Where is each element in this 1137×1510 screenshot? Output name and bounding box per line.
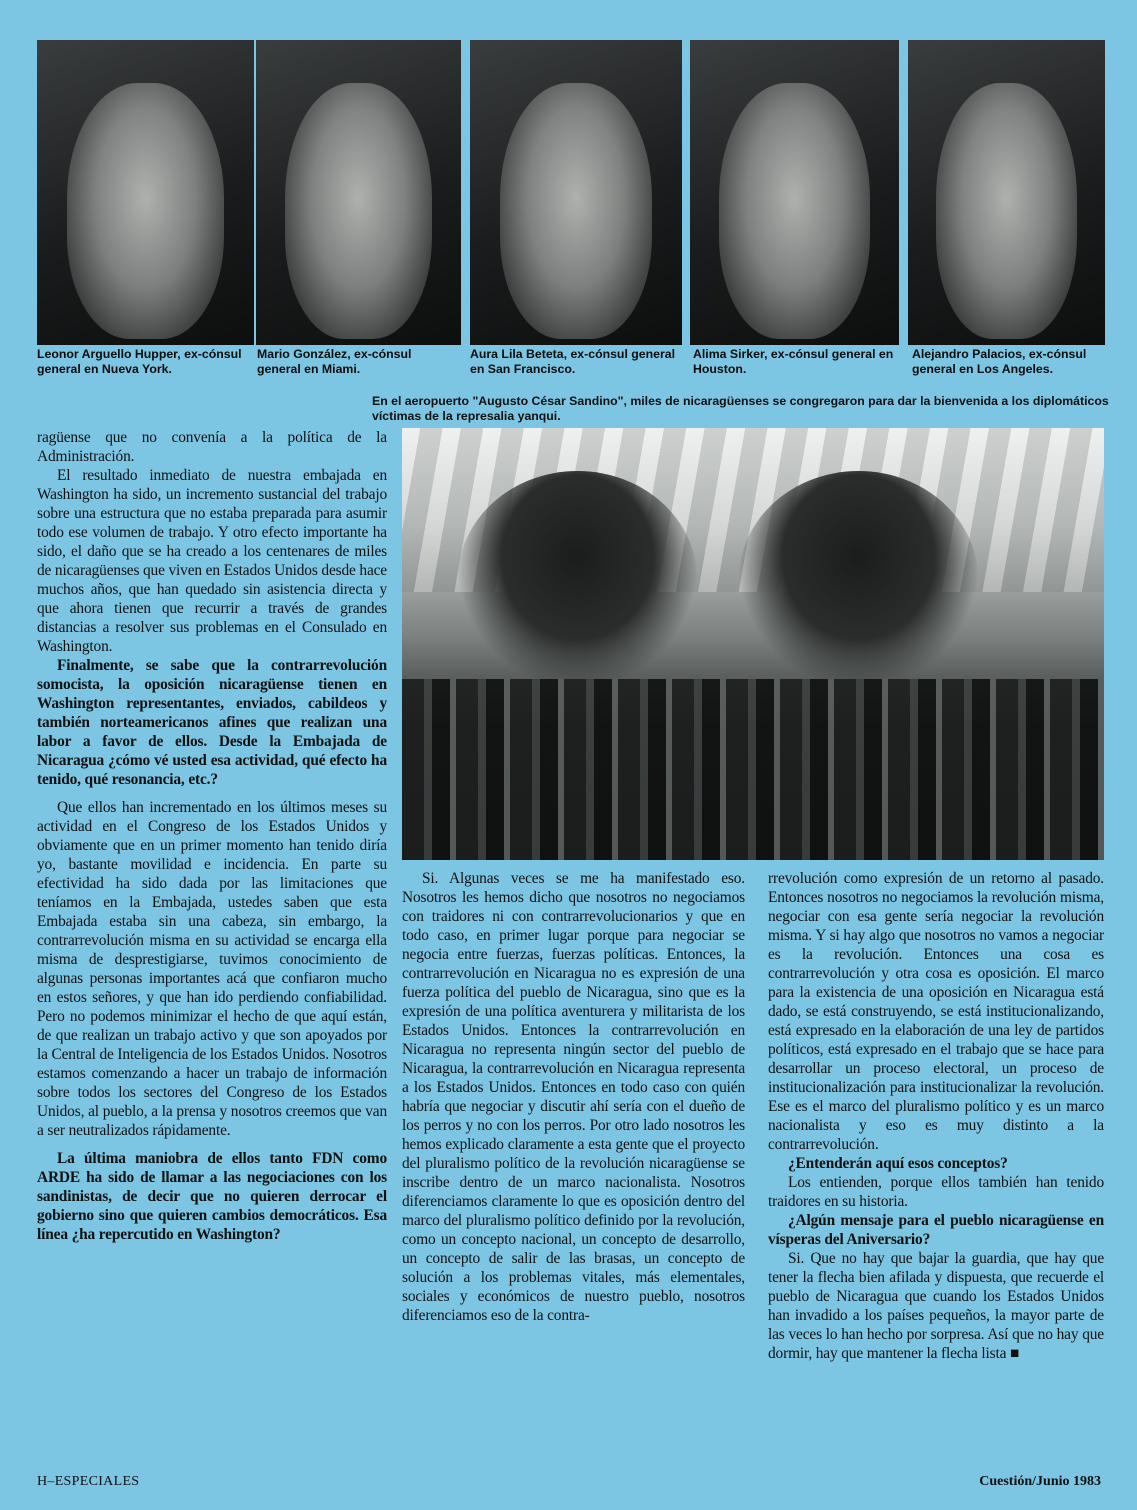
paragraph: Los entienden, porque ellos también han tenido traidores en su historia. bbox=[768, 1174, 1104, 1210]
question-paragraph: La última maniobra de ellos tanto FDN como ARDE ha sido de llamar a las negociaciones con los sandinistas, de decir que no quieren derrocar el gobierno sino que quieren cambios democráticos. Esa línea ¿ha repercutido en Washington? bbox=[37, 1150, 387, 1243]
section-footer: H–ESPECIALES bbox=[37, 1474, 140, 1489]
paragraph: ragüense que no convenía a la política de la Administración. bbox=[37, 429, 387, 465]
palm-shape bbox=[458, 471, 697, 687]
portrait-shape bbox=[67, 83, 223, 339]
photo-caption: Leonor Arguello Hupper, ex-cónsul general en Nueva York. bbox=[37, 347, 242, 376]
photo-alima-sirker bbox=[690, 40, 899, 345]
article-column-2 bbox=[402, 869, 745, 1325]
paragraph: rrevolución como expresión de un retorno al pasado. Entonces nosotros no negociamos la revolución misma, negociar con esa gente sería negociar la revolución misma. Y si hay algo que nosotros no vamos a negociar es la revolución. Entonces una cosa es contrarrevolución y otra cosa es oposición. El marco para la existencia de una oposición en Nicaragua está dado, se está construyendo, se está institucionalizando, está expresado en la elaboración de una ley de partidos políticos, está expresado en el trabajo que se hace para desarrollar un proceso electoral, un proceso de institucionalización para institucionalizar la revolución. Ese es el marco del pluralismo político y es un marco nacionalista y eso es muy distinto a la contrarrevolución. bbox=[768, 870, 1104, 1153]
portrait-shape bbox=[936, 83, 1078, 339]
publication-footer: Cuestión/Junio 1983 bbox=[979, 1474, 1101, 1489]
photo-aura-lila-beteta bbox=[470, 40, 682, 345]
portrait-shape bbox=[500, 83, 653, 339]
photo-caption: Alejandro Palacios, ex-cónsul general en Los Angeles. bbox=[912, 347, 1087, 376]
portrait-shape bbox=[285, 83, 433, 339]
paragraph: Si. Que no hay que bajar la guardia, que hay que tener la flecha bien afilada y dispuesta, que recuerde el pueblo de Nicaragua que cuando los Estados Unidos han invadido a los países pequeños, la mayor parte de las veces lo han hecho por sorpresa. Así que no hay que dormir, hay que mantener la flecha lista ■ bbox=[768, 1250, 1104, 1362]
paragraph: Que ellos han incrementado en los últimos meses su actividad en el Congreso de los Estados Unidos y obviamente que en un primer momento han tenido diría yo, bastante movilidad e incidencia. En parte su efectividad ha sido dada por las limitaciones que teníamos en la Embajada, ustedes saben que esta Embajada estaba sin una cabeza, sin embargo, la contrarrevolución misma en su actividad se encarga ella misma de desprestigiarse, tuvimos conocimiento de algunas personas importantes acá que confiaron mucho en estos señores, y que han ido perdiendo confiabilidad. Pero no podemos minimizar el hecho de que aquí están, de que realizan un trabajo activo y que son apoyados por la Central de Inteligencia de los Estados Unidos. Nosotros estamos comenzando a hacer un trabajo de información sobre todos los sectores del Congreso de los Estados Unidos, al pueblo, a la prensa y nosotros creemos que van a ser neutralizados rápidamente. bbox=[37, 799, 387, 1139]
photo-caption: Alima Sirker, ex-cónsul general en Houston. bbox=[693, 347, 894, 376]
airport-photo-caption: En el aeropuerto "Augusto César Sandino", miles de nicaragüenses se congregaron para dar la bienvenida a los diplomáticos víctimas de la represalia yanqui. bbox=[372, 394, 1109, 423]
photo-mario-gonzalez bbox=[256, 40, 461, 345]
article-column-1 bbox=[37, 428, 387, 1244]
crowd-shape bbox=[402, 679, 1104, 860]
article-column-3 bbox=[768, 869, 1104, 1363]
question-paragraph: ¿Algún mensaje para el pueblo nicaragüense en vísperas del Aniversario? bbox=[768, 1212, 1104, 1248]
photo-caption: Aura Lila Beteta, ex-cónsul general en San Francisco. bbox=[470, 347, 676, 376]
portrait-shape bbox=[719, 83, 870, 339]
photo-alejandro-palacios bbox=[908, 40, 1105, 345]
question-paragraph: ¿Entenderán aquí esos conceptos? bbox=[788, 1155, 1008, 1172]
photo-leonor-arguello bbox=[37, 40, 254, 345]
palm-shape bbox=[739, 471, 978, 687]
photo-airport-crowd bbox=[402, 428, 1104, 860]
paragraph: El resultado inmediato de nuestra embajada en Washington ha sido, un incremento sustancial del trabajo sobre una estructura que no estaba preparada para asumir todo ese volumen de trabajo. Y otro efecto importante ha sido, el daño que se ha creado a los centenares de miles de nicaragüenses que viven en Estados Unidos desde hace muchos años, que han quedado sin asistencia directa y que ahora tienen que recurrir a través de grandes distancias a resolver sus problemas en el Consulado en Washington. bbox=[37, 467, 387, 655]
question-paragraph: Finalmente, se sabe que la contrarrevolución somocista, la oposición nicaragüense tienen en Washington representantes, enviados, cabildeos y también norteamericanos afines que realizan una labor a favor de ellos. Desde la Embajada de Nicaragua ¿cómo vé usted esa actividad, qué efecto ha tenido, qué resonancia, etc.? bbox=[37, 657, 387, 788]
paragraph: Si. Algunas veces se me ha manifestado eso. Nosotros les hemos dicho que nosotros no negociamos con traidores ni con contrarrevolucionarios y que en todo caso, en primer lugar porque para negociar se negocia entre fuerzas, fuerzas políticas. Entonces, la contrarrevolución en Nicaragua no es expresión de una fuerza política del pueblo de Nicaragua, sino que es la expresión de una política aventurera y militarista de los Estados Unidos. Entonces la contrarrevolución en Nicaragua no representa ningún sector del pueblo de Nicaragua, la contrarrevolución en Nicaragua representa a los Estados Unidos. Entonces en todo caso con quién habría que negociar y discutir ahí sería con el dueño de los perros y no con los perros. Por otro lado nosotros les hemos explicado claramente a esta gente que el proyecto del pluralismo político de la revolución nicaragüense se inscribe dentro de un marco nacionalista. Nosotros diferenciamos claramente lo que es oposición dentro del marco del pluralismo político definido por la revolución, como un concepto nacional, un concepto de desarrollo, un concepto de salir de las brasas, un concepto de solución a los problemas vitales, más elementales, sociales y económicos de nuestro pueblo, nosotros diferenciamos eso de la contra- bbox=[402, 870, 745, 1324]
photo-caption: Mario González, ex-cónsul general en Miami. bbox=[257, 347, 412, 376]
